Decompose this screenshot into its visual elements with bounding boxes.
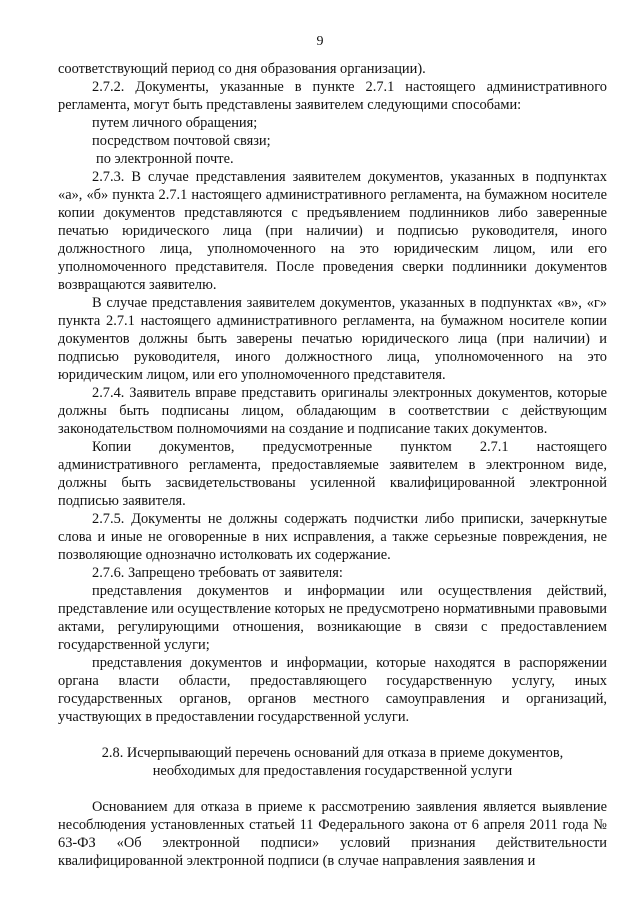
paragraph: Основанием для отказа в приеме к рассмотрению заявления является выявление несоблюдения установленных статьей 11 Федерального закона от 6 апреля 2011 года № 63-ФЗ «Об электронной подписи» условий признания действительности квалифицированной электронной подписи (в случае направления заявления и	[58, 799, 607, 869]
section-heading-line-1: 2.8. Исчерпывающий перечень оснований для отказа в приеме документов,	[101, 745, 564, 761]
page-number: 9	[316, 34, 324, 49]
paragraph: 2.7.3. В случае представления заявителем документов, указанных в подпунктах «а», «б» пункта 2.7.1 настоящего административного регламента, на бумажном носителе копии документов представляются с предъявлением подлинников либо заверенные печатью юридического лица (при наличии) и подписью руководителя, иного должностного лица, уполномоченного на это юридическим лицом, или его уполномоченного представителя. После проведения сверки подлинники документов возвращаются заявителю.	[58, 169, 607, 293]
paragraph: соответствующий период со дня образования организации).	[58, 61, 426, 77]
list-item: по электронной почте.	[96, 151, 234, 167]
paragraph: Копии документов, предусмотренные пунктом 2.7.1 настоящего административного регламента, предоставляемые заявителем в электронном виде, должны быть засвидетельствованы усиленной квалифицированной электронной подписью заявителя.	[58, 439, 607, 509]
paragraph: представления документов и информации или осуществления действий, представление или осуществление которых не предусмотрено нормативными правовыми актами, регулирующими отношения, возникающие в связи с предоставлением государственной услуги;	[58, 583, 607, 653]
paragraph: 2.7.5. Документы не должны содержать подчистки либо приписки, зачеркнутые слова и иные не оговоренные в них исправления, а также серьезные повреждения, не позволяющие однозначно истолковать их содержание.	[58, 511, 607, 563]
paragraph: 2.7.6. Запрещено требовать от заявителя:	[92, 565, 343, 581]
paragraph: 2.7.4. Заявитель вправе представить оригиналы электронных документов, которые должны быть подписаны лицом, обладающим в соответствии с действующим законодательством полномочиями на создание и подписание таких документов.	[58, 385, 607, 437]
paragraph: представления документов и информации, которые находятся в распоряжении органа власти области, предоставляющего государственную услугу, иных государственных органов, органов местного самоуправления и организаций, участвующих в предоставлении государственной услуги.	[58, 655, 607, 725]
document-body	[58, 60, 607, 870]
paragraph: 2.7.2. Документы, указанные в пункте 2.7.1 настоящего административного регламента, могут быть представлены заявителем следующими способами:	[58, 79, 607, 113]
list-item: путем личного обращения;	[92, 115, 258, 131]
paragraph: В случае представления заявителем документов, указанных в подпунктах «в», «г» пункта 2.7.1 настоящего административного регламента, на бумажном носителе копии документов должны быть заверены печатью юридического лица (при наличии) и подписью руководителя, иного должностного лица, уполномоченного на это юридическим лицом, или его уполномоченного представителя.	[58, 295, 607, 383]
section-heading-line-2: необходимых для предоставления государственной услуги	[152, 763, 513, 779]
section-heading	[58, 744, 607, 780]
list-item: посредством почтовой связи;	[92, 133, 271, 149]
